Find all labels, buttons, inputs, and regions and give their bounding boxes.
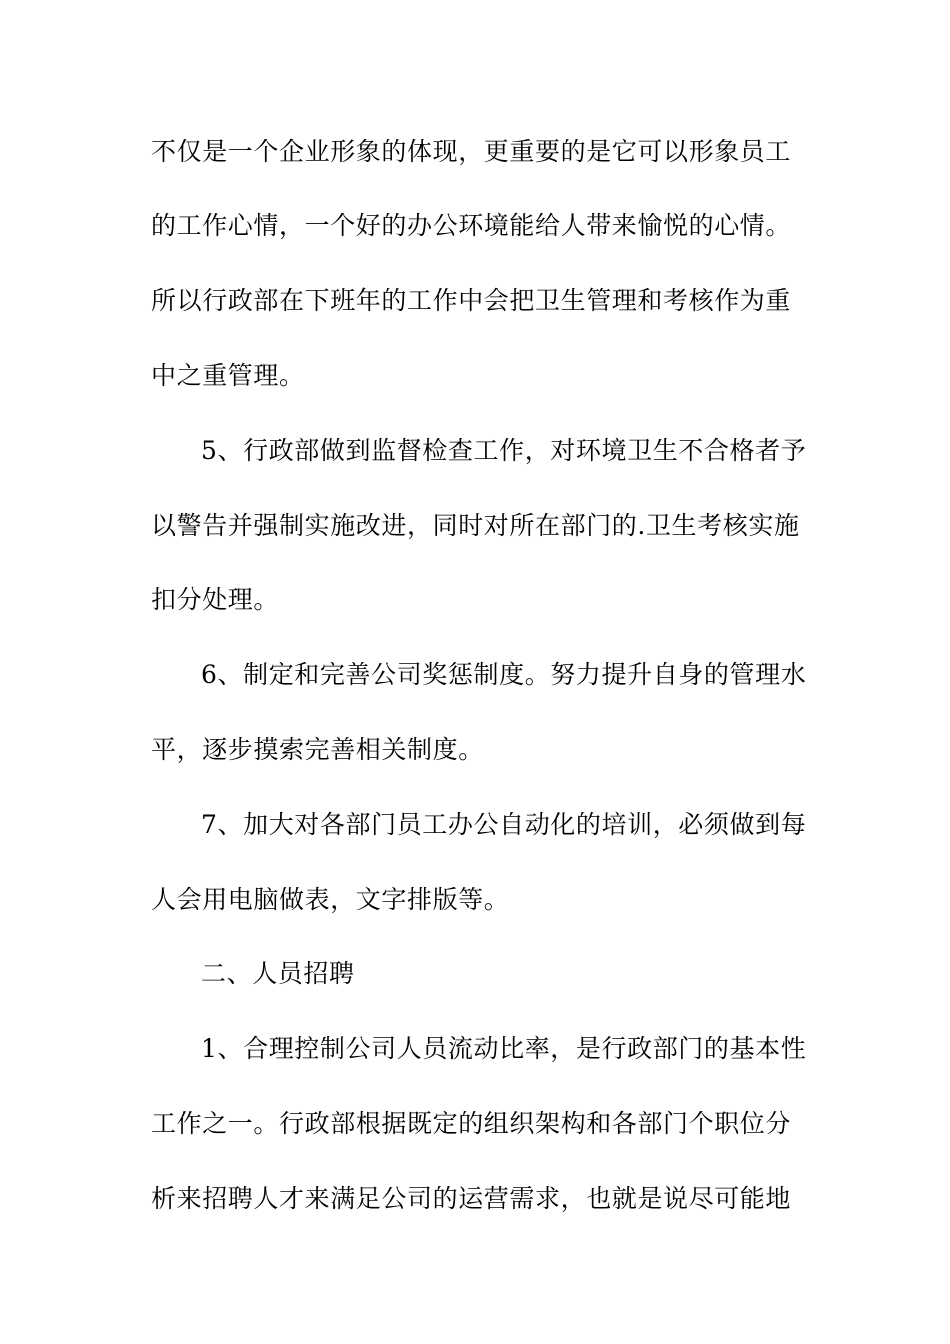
paragraph-line: 人会用电脑做表，文字排版等。 (151, 885, 510, 914)
paragraph-line: 平，逐步摸索完善相关制度。 (151, 735, 484, 764)
paragraph-line: 所以行政部在下班年的工作中会把卫生管理和考核作为重 (151, 286, 792, 315)
paragraph-line: 扣分处理。 (151, 585, 280, 614)
paragraph-line: 不仅是一个企业形象的体现，更重要的是它可以形象员工 (151, 137, 792, 166)
section-heading: 二、人员招聘 (201, 959, 355, 988)
paragraph-line: 6、制定和完善公司奖惩制度。努力提升自身的管理水 (201, 660, 807, 689)
paragraph-line: 工作之一。行政部根据既定的组织架构和各部门个职位分 (151, 1109, 792, 1138)
paragraph-line: 5、行政部做到监督检查工作，对环境卫生不合格者予 (201, 436, 807, 465)
paragraph-line: 7、加大对各部门员工办公自动化的培训，必须做到每 (201, 810, 807, 839)
paragraph-line: 1、合理控制公司人员流动比率，是行政部门的基本性 (201, 1034, 807, 1063)
paragraph-line: 的工作心情，一个好的办公环境能给人带来愉悦的心情。 (151, 211, 792, 240)
paragraph-line: 以警告并强制实施改进，同时对所在部门的.卫生考核实施 (151, 511, 800, 540)
paragraph-line: 析来招聘人才来满足公司的运营需求，也就是说尽可能地 (151, 1184, 792, 1213)
paragraph-line: 中之重管理。 (151, 361, 305, 390)
